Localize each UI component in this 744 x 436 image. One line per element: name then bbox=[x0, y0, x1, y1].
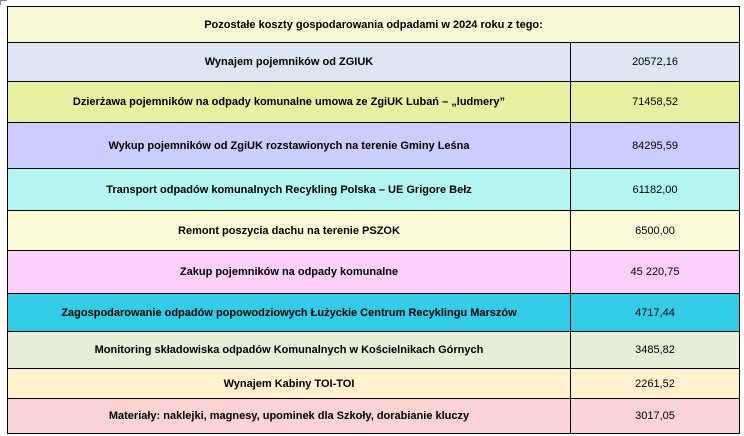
cost-amount: 2261,52 bbox=[571, 369, 740, 399]
cost-amount: 4717,44 bbox=[571, 294, 740, 332]
cost-amount: 20572,16 bbox=[571, 43, 740, 82]
table-row bbox=[8, 43, 740, 82]
cost-description: Wykup pojemników od ZgiUK rozstawionych na terenie Gminy Leśna bbox=[8, 123, 571, 169]
table-row bbox=[8, 251, 740, 294]
cost-amount: 6500,00 bbox=[571, 211, 740, 251]
table-row bbox=[8, 169, 740, 211]
cost-description: Wynajem Kabiny TOI-TOI bbox=[8, 369, 571, 399]
table-row bbox=[8, 123, 740, 169]
table-row bbox=[8, 399, 740, 434]
cost-description: Monitoring składowiska odpadów Komunalnych w Kościelnikach Górnych bbox=[8, 332, 571, 369]
cost-amount: 71458,52 bbox=[571, 82, 740, 123]
table-header: Pozostałe koszty gospodarowania odpadami w 2024 roku z tego: bbox=[8, 7, 740, 43]
cost-description: Remont poszycia dachu na terenie PSZOK bbox=[8, 211, 571, 251]
table-header-row bbox=[8, 7, 740, 43]
corner-mark bbox=[0, 0, 7, 5]
cost-description: Zakup pojemników na odpady komunalne bbox=[8, 251, 571, 294]
cost-amount: 61182,00 bbox=[571, 169, 740, 211]
cost-amount: 3017,05 bbox=[571, 399, 740, 434]
cost-description: Dzierżawa pojemników na odpady komunalne umowa ze ZgiUK Lubań – „ludmery” bbox=[8, 82, 571, 123]
cost-description: Zagospodarowanie odpadów popowodziowych Łużyckie Centrum Recyklingu Marszów bbox=[8, 294, 571, 332]
cost-amount: 3485,82 bbox=[571, 332, 740, 369]
cost-amount: 45 220,75 bbox=[571, 251, 740, 294]
cost-amount: 84295,59 bbox=[571, 123, 740, 169]
cost-description: Wynajem pojemników od ZGIUK bbox=[8, 43, 571, 82]
table-row bbox=[8, 211, 740, 251]
cost-description: Materiały: naklejki, magnesy, upominek dla Szkoły, dorabianie kluczy bbox=[8, 399, 571, 434]
table-row bbox=[8, 294, 740, 332]
cost-description: Transport odpadów komunalnych Recykling Polska – UE Grigore Bełz bbox=[8, 169, 571, 211]
edge-mark bbox=[739, 370, 740, 388]
table-row bbox=[8, 332, 740, 369]
table-row bbox=[8, 82, 740, 123]
table-row bbox=[8, 369, 740, 399]
costs-table bbox=[7, 6, 740, 434]
